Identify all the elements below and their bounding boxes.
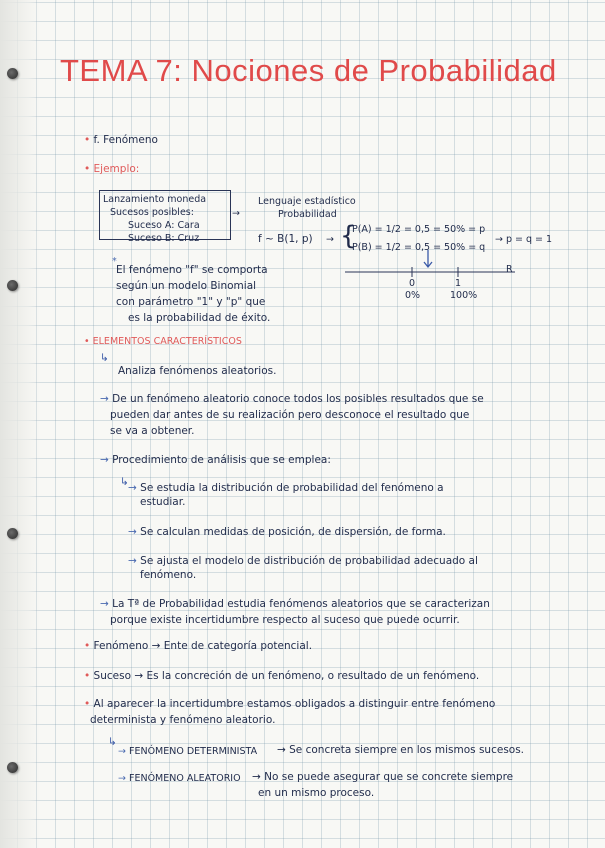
note-line: El fenómeno "f" se comporta [116, 264, 268, 276]
axis-right-label: 100% [450, 290, 478, 301]
notebook-page: TEMA 7: Nociones de Probabilidad • f. Fenómeno • Ejemplo: Lanzamiento moneda Sucesos posibles: Suceso A: Cara Suceso B: Cruz → Lenguaje estadístico Probabilidad f ~ B(1, p) → { P(A) = 1/2 = 0,5 = 50% = p P(B) = 1/2 = 0,5 = 50% = q → p = q = 1 * El fenómeno "f" se comporta según un modelo Binomial con parámetro "1" y "p" que es la probabilidad de éxito. 0 1 0% 100% R • ELEMENTOS CARACTERÍSTICOS ↳ Analiza fenómenos aleatorios. → De un fenómeno aleatorio conoce todos los posibles resultados que se pueden dar antes de su realización pero desconoce el resultado que se va a obtener. → Procedimiento de análisis que se emplea: ↳ → Se estudia la distribución de probabilidad del fenómeno a estudiar. → Se calculan medidas de posición, de dispersión, de forma. → Se ajusta el modelo de distribución de probabilidad adecuado al fenómeno. → La Tª de Probabilidad estudia fenómenos aleatorios que se caracterizan porque existe incertidumbre respecto al suceso que puede ocurrir. • Fenómeno → Ente de categoría potencial. • Suceso → Es la concreción de un fenómeno, o resultado de un fenómeno. • Al aparecer la incertidumbre estamos obligados a distinguir entre fenómeno determinista y fenómeno aleatorio. ↳ → FENÓMENO DETERMINISTA → Se concreta siempre en los mismos sucesos. → FENÓMENO ALEATORIO → No se puede asegurar que se concrete siempre en un mismo proceso. [0, 0, 605, 848]
procedure-step: Se calculan medidas de posición, de dispersión, de forma. [140, 526, 446, 538]
equation-a: P(A) = 1/2 = 0,5 = 50% = p [352, 224, 486, 235]
incertidumbre-line: determinista y fenómeno aleatorio. [90, 714, 276, 726]
elementos-p2: Procedimiento de análisis que se emplea: [112, 454, 331, 466]
analiza-text: Analiza fenómenos aleatorios. [118, 365, 277, 377]
fenomeno-label: f. Fenómeno [93, 134, 158, 146]
aleatorio-label: FENÓMENO ALEATORIO [129, 773, 241, 784]
elementos-heading: ELEMENTOS CARACTERÍSTICOS [92, 336, 242, 347]
lenguaje-text: Lenguaje estadístico [258, 196, 356, 207]
procedure-step: Se estudia la distribución de probabilidad del fenómeno a [140, 482, 444, 494]
box-line: Suceso A: Cara [128, 220, 200, 231]
aleatorio-text: → No se puede asegurar que se concrete siempre [252, 771, 514, 783]
fenomeno-definition: Fenómeno → Ente de categoría potencial. [93, 640, 313, 652]
determinista-label: FENÓMENO DETERMINISTA [129, 746, 258, 757]
suceso-definition: Suceso → Es la concreción de un fenómeno, o resultado de un fenómeno. [93, 670, 480, 682]
incertidumbre-line: Al aparecer la incertidumbre estamos obligados a distinguir entre fenómeno [93, 698, 496, 710]
box-line: Suceso B: Cruz [128, 233, 200, 244]
model-text: f ~ B(1, p) [258, 233, 313, 245]
procedure-step: Se ajusta el modelo de distribución de probabilidad adecuado al [140, 555, 478, 567]
axis-end-label: R [506, 264, 513, 275]
elementos-p1-line: se va a obtener. [110, 425, 195, 437]
note-line: con parámetro "1" y "p" que [116, 296, 266, 308]
axis-one: 1 [455, 278, 462, 289]
page-title: TEMA 7: Nociones de Probabilidad [60, 53, 557, 88]
probabilidad-text: Probabilidad [278, 209, 337, 220]
elementos-p3-line: La Tª de Probabilidad estudia fenómenos aleatorios que se caracterizan [112, 598, 490, 610]
note-line: es la probabilidad de éxito. [128, 312, 271, 324]
elementos-p1-line: pueden dar antes de su realización pero desconoce el resultado que [110, 409, 470, 421]
note-line: según un modelo Binomial [116, 280, 257, 292]
procedure-step: estudiar. [140, 496, 186, 508]
procedure-step: fenómeno. [140, 569, 197, 581]
determinista-text: → Se concreta siempre en los mismos sucesos. [277, 744, 525, 756]
elementos-p3-line: porque existe incertidumbre respecto al suceso que puede ocurrir. [110, 614, 460, 626]
equation-b: P(B) = 1/2 = 0,5 = 50% = q [352, 242, 486, 253]
axis-zero: 0 [409, 278, 416, 289]
aleatorio-text: en un mismo proceso. [258, 787, 375, 799]
axis-left-label: 0% [405, 290, 421, 301]
box-line: Lanzamiento moneda [103, 194, 207, 205]
equation-result: → p = q = 1 [495, 234, 553, 245]
ejemplo-label: Ejemplo: [93, 163, 140, 175]
box-line: Sucesos posibles: [110, 207, 194, 218]
elementos-p1-line: De un fenómeno aleatorio conoce todos los posibles resultados que se [112, 393, 484, 405]
